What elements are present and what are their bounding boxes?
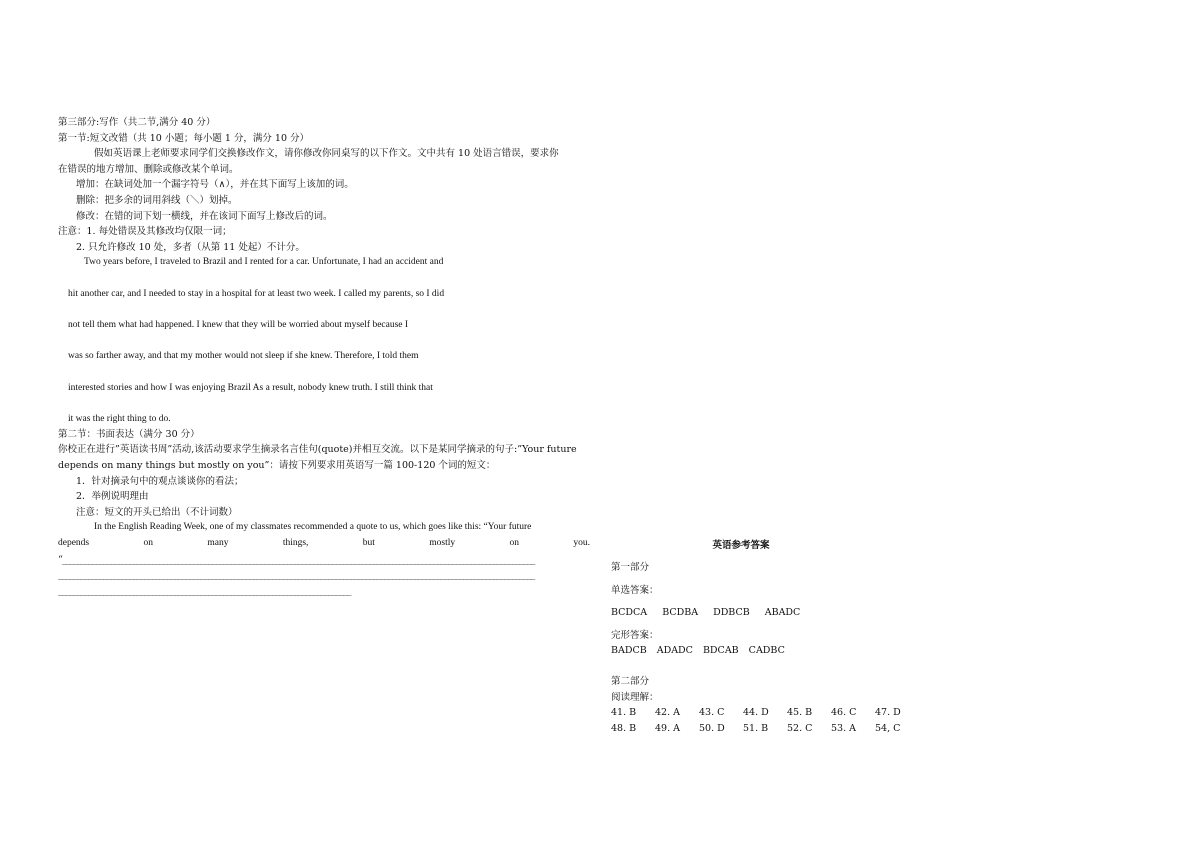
reading-answer: 44. D: [743, 707, 769, 719]
task-description: 你校正在进行”英语读书周”活动,该活动要求学生摘录名言佳句(quote)并相互交流。以下是某同学摘录的句子:”Your future depends on many things but mostly on you”：请按下列要求用英语写一篇 100-120 个词的短文：: [58, 444, 577, 472]
answer-group: DDBCB: [713, 607, 750, 619]
reading-label: 阅读理解：: [611, 691, 659, 703]
answer-group: BCDCA: [611, 607, 648, 619]
reading-answer: 45. B: [787, 707, 813, 719]
add-rule: 增加：在缺词处加一个漏字符号（∧），并在其下面写上该加的词。: [76, 179, 354, 191]
instruction-line-1: 假如英语课上老师要求同学们交换修改作文，请你修改你同桌写的以下作文。文中共有 10 处语言错误，要求你: [94, 148, 559, 160]
reading-answer: 50. D: [699, 722, 725, 734]
single-choice-answers: [611, 605, 911, 621]
part2-title: 第二节：书面表达（满分 30 分）: [58, 428, 200, 440]
answer-key-title: 英语参考答案: [712, 540, 770, 551]
opening-line-2: depends on many things, but mostly on you.: [58, 537, 590, 548]
reading-answer: 48. B: [611, 722, 637, 734]
reading-answer: 43. C: [699, 707, 725, 719]
writing-blank-line: “______________________________________________________________________________________________________________________________: [58, 553, 535, 565]
passage-line: interested stories and how I was enjoying Brazil As a result, nobody knew truth. I still think that: [68, 382, 433, 393]
modify-rule: 修改：在错的词下划一横线，并在该词下面写上修改后的词。: [76, 210, 333, 222]
answer-part1-label: 第一部分: [611, 562, 650, 573]
answer-group: CADBC: [748, 645, 785, 657]
reading-answers-row-1: [611, 705, 911, 721]
instruction-line-2: 在错误的地方增加、删除或修改某个单词。: [58, 163, 239, 175]
writing-blank-line: _______________________________________________________________________________________________________________________________: [58, 569, 535, 581]
answer-part2-label: 第二部分: [611, 675, 650, 687]
cloze-label: 完形答案：: [611, 629, 659, 641]
reading-answer: 46. C: [831, 707, 857, 719]
passage-line: not tell them what had happened. I knew that they will be worried about myself because I: [68, 319, 409, 330]
answer-group: BCDBA: [662, 607, 699, 619]
passage-line: hit another car, and I needed to stay in a hospital for at least two week. I called my parents, so I did: [68, 288, 445, 299]
reading-answer: 51. B: [743, 722, 769, 734]
reading-answer: 54, C: [875, 722, 901, 734]
reading-answer: 53. A: [831, 722, 856, 734]
reading-answer: 49. A: [655, 722, 680, 734]
section3-title: 第三部分:写作（共二节,满分 40 分）: [58, 117, 216, 128]
requirement-2: 2．举例说明理由: [76, 491, 149, 503]
requirement-note: 注意：短文的开头已给出（不计词数）: [76, 506, 238, 518]
reading-answer: 52. C: [787, 722, 813, 734]
writing-blank-line: ______________________________________________________________________________: [58, 584, 351, 596]
error-correction-passage: [58, 247, 590, 434]
part1-title: 第一节:短文改错（共 10 小题；每小题 1 分，满分 10 分）: [58, 132, 310, 144]
requirement-1: 1．针对摘录句中的观点谈谈你的看法；: [76, 475, 244, 487]
answer-group: ABADC: [764, 607, 801, 619]
reading-answer: 47. D: [875, 707, 901, 719]
reading-answer: 42. A: [655, 707, 680, 719]
answer-group: BADCB: [611, 645, 647, 657]
writing-section: [58, 115, 590, 598]
passage-line: was so farther away, and that my mother would not sleep if she knew. Therefore, I told them: [68, 351, 419, 362]
note-2: 2. 只允许修改 10 处，多者（从第 11 处起）不计分。: [76, 241, 305, 253]
answer-key: [611, 538, 911, 736]
reading-answers-row-2: [611, 721, 911, 737]
single-choice-label: 单选答案：: [611, 584, 659, 596]
passage-line: it was the right thing to do.: [68, 413, 171, 424]
delete-rule: 删除：把多余的词用斜线（＼）划掉。: [76, 194, 238, 206]
passage-line: Two years before, I traveled to Brazil and I rented for a car. Unfortunate, I had an accident and: [84, 257, 444, 268]
reading-answer: 41. B: [611, 707, 637, 719]
opening-line-1: In the English Reading Week, one of my classmates recommended a quote to us, which goes like this: “Your future: [94, 522, 532, 533]
note-1: 注意：1. 每处错误及其修改均仅限一词；: [58, 226, 232, 238]
cloze-answers: [611, 643, 911, 659]
answer-group: ADADC: [656, 645, 693, 657]
answer-group: BDCAB: [702, 645, 739, 657]
